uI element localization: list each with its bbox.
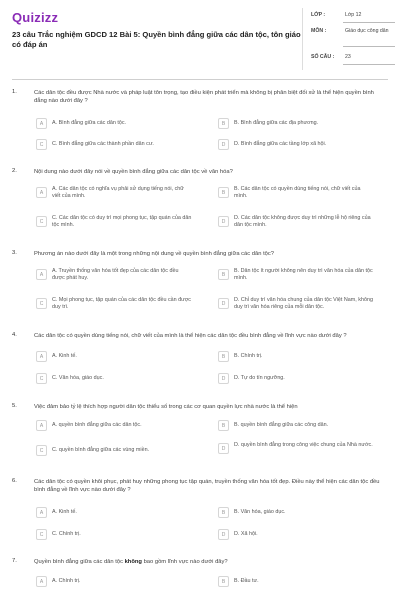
meta-divider xyxy=(343,46,395,47)
option-letter: A xyxy=(36,118,47,129)
question-text: Việc đảm bảo tỷ lệ thích hợp người dân tộc thiểu số trong các cơ quan quyền lực nhà nước là thể hiện xyxy=(34,404,298,410)
option-text: B. Đầu tư. xyxy=(234,578,259,584)
option-letter: D xyxy=(218,443,229,454)
question-number: 2. xyxy=(12,168,17,174)
meta-panel xyxy=(302,8,398,70)
option-text: C. Các dân tộc có duy trì mọi phong tục, tập quán của dân tộc mình. xyxy=(52,215,192,228)
option-text: D. Bình đẳng giữa các tầng lớp xã hội. xyxy=(234,141,327,147)
option-text: A. Chính trị. xyxy=(52,578,81,584)
question-text: Phương án nào dưới đây là một trong những nội dung về quyền bình đẳng giữa các dân tộc? xyxy=(34,251,275,257)
option-letter: B xyxy=(218,507,229,518)
option-text: B. Văn hóa, giáo dục. xyxy=(234,509,286,515)
option-text: C. Mọi phong tục, tập quán của các dân tộc đều cần được duy trì. xyxy=(52,297,192,310)
option-text: B. Dân tộc ít người không nên duy trì văn hóa của dân tộc mình. xyxy=(234,268,373,281)
meta-class-value: Lớp 12 xyxy=(345,12,362,18)
meta-subject-label: MÔN : xyxy=(311,28,327,34)
option-text: B. quyền bình đẳng giữa các công dân. xyxy=(234,422,329,428)
option-letter: A xyxy=(36,507,47,518)
option-text: D. Tự do tín ngưỡng. xyxy=(234,375,285,381)
question-number: 3. xyxy=(12,250,17,256)
quizizz-logo[interactable]: Quizizz xyxy=(12,10,59,25)
option-letter: B xyxy=(218,269,229,280)
option-text: D. Các dân tộc không được duy trì những lễ hộ riêng của dân tộc mình. xyxy=(234,215,371,228)
option-letter: D xyxy=(218,529,229,540)
option-text: D. Chỉ duy trì văn hóa chung của dân tộc Việt Nam, không duy trì văn hóa riêng của mỗi dân tộc. xyxy=(234,297,373,310)
option-text: D. quyền bình đẳng trong công việc chung của Nhà nước. xyxy=(234,442,373,448)
meta-divider xyxy=(343,22,395,23)
question-text-post: bao gồm lĩnh vực nào dưới đây? xyxy=(141,559,228,565)
question-text xyxy=(34,558,384,566)
question-number: 4. xyxy=(12,332,17,338)
option-letter: C xyxy=(36,298,47,309)
option-letter: C xyxy=(36,529,47,540)
option-text: C. quyền bình đẳng giữa các vùng miền. xyxy=(52,447,150,453)
meta-class-label: LỚP : xyxy=(311,12,326,18)
option-letter: C xyxy=(36,445,47,456)
option-text: A. Bình đẳng giữa các dân tộc. xyxy=(52,120,127,126)
option-letter: A xyxy=(36,269,47,280)
option-text: D. Xã hội. xyxy=(234,531,258,537)
question-number: 7. xyxy=(12,558,17,564)
question-text-emphasis: không xyxy=(124,559,142,565)
option-text: A. Kinh tế. xyxy=(52,509,77,515)
option-letter: D xyxy=(218,139,229,150)
question-text: Các dân tộc có quyền dùng tiếng nói, chữ viết của mình là thể hiện các dân tộc đều bình đẳng về lĩnh vực nào dưới đây ? xyxy=(34,333,347,339)
meta-count-label: SỐ CÂU : xyxy=(311,54,335,60)
question-number: 5. xyxy=(12,403,17,409)
option-letter: A xyxy=(36,187,47,198)
page-title: 23 câu Trắc nghiệm GDCD 12 Bài 5: Quyền bình đẳng giữa các dân tộc, tôn giáo có đáp án xyxy=(12,30,301,49)
option-letter: A xyxy=(36,351,47,362)
option-letter: B xyxy=(218,576,229,587)
option-letter: A xyxy=(36,576,47,587)
option-text: A. Kinh tế. xyxy=(52,353,77,359)
option-letter: B xyxy=(218,118,229,129)
option-text: A. Các dân tộc có nghĩa vụ phải sử dụng tiếng nói, chữ viết của mình. xyxy=(52,186,184,199)
question-text: Các dân tộc đều được Nhà nước và pháp luật tôn trọng, tạo điều kiện phát triển mà không bị phân biệt đối xử là thể hiện quyền bình đẳng nào dưới đây ? xyxy=(34,90,374,104)
option-letter: C xyxy=(36,373,47,384)
meta-divider xyxy=(343,64,395,65)
question-text: Các dân tộc có quyền khôi phục, phát huy những phong tục tập quán, truyền thống văn hóa tốt đẹp. Điều này thể hiện các dân tộc đều bình đẳng về lĩnh vực nào dưới đây ? xyxy=(34,479,380,493)
header-divider xyxy=(12,79,388,80)
option-letter: D xyxy=(218,298,229,309)
option-text: A. Truyền thống văn hóa tốt đẹp của các dân tộc đều được phát huy. xyxy=(52,268,179,281)
option-letter: B xyxy=(218,187,229,198)
option-text: C. Bình đẳng giữa các thành phần dân cư. xyxy=(52,141,154,147)
option-text: C. Văn hóa, giáo dục. xyxy=(52,375,104,381)
question-text-pre: Quyền bình đẳng giữa các dân tộc xyxy=(34,559,125,565)
option-letter: A xyxy=(36,420,47,431)
option-text: C. Chính trị. xyxy=(52,531,81,537)
option-text: A. quyền bình đẳng giữa các dân tộc. xyxy=(52,422,142,428)
meta-subject-value: Giáo dục công dân xyxy=(345,28,389,34)
option-letter: D xyxy=(218,373,229,384)
option-letter: B xyxy=(218,351,229,362)
question-text: Nội dung nào dưới đây nói về quyền bình đẳng giữa các dân tộc về văn hóa? xyxy=(34,169,233,175)
option-letter: C xyxy=(36,216,47,227)
option-letter: B xyxy=(218,420,229,431)
option-text: B. Các dân tộc có quyền dùng tiếng nói, chữ viết của mình. xyxy=(234,186,361,199)
option-text: B. Bình đẳng giữa các địa phương. xyxy=(234,120,319,126)
question-number: 1. xyxy=(12,89,17,95)
option-letter: C xyxy=(36,139,47,150)
meta-count-value: 23 xyxy=(345,54,351,60)
option-text: B. Chính trị. xyxy=(234,353,263,359)
worksheet-header xyxy=(12,8,388,70)
question-number: 6. xyxy=(12,478,17,484)
option-letter: D xyxy=(218,216,229,227)
